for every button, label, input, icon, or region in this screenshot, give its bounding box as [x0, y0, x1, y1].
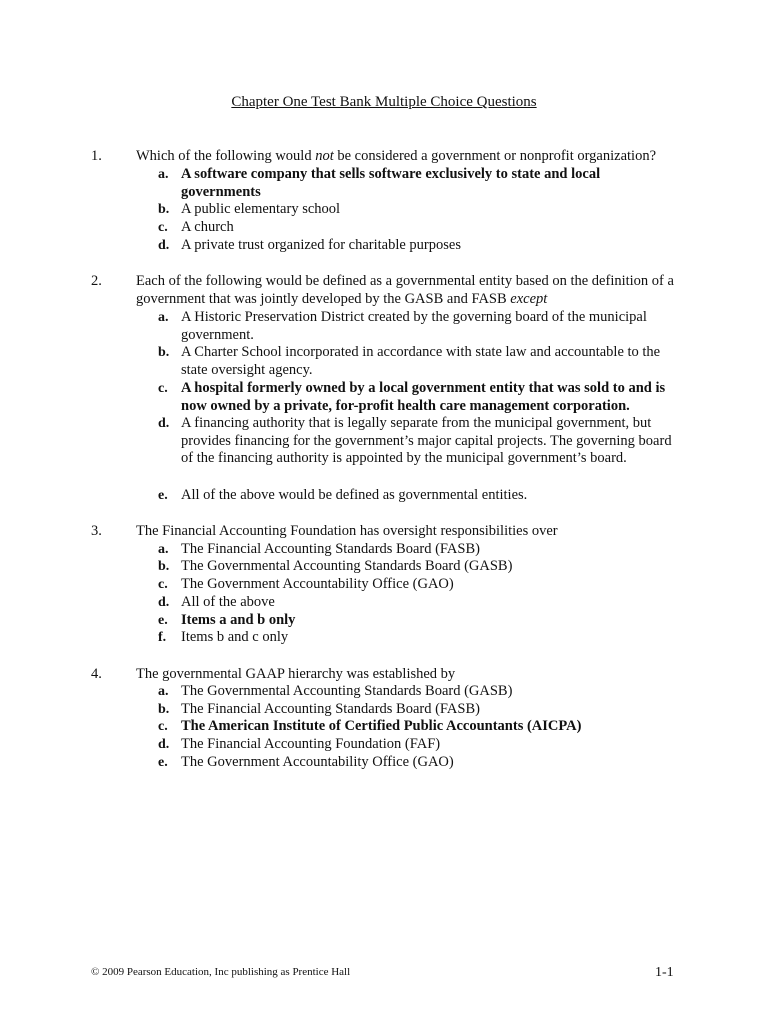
option-text: Items a and b only — [181, 612, 296, 628]
option-text: The Governmental Accounting Standards Board (GASB) — [181, 558, 513, 574]
option-letter: b. — [158, 559, 170, 574]
option-letter: e. — [158, 755, 168, 770]
question-number: 3. — [91, 523, 102, 539]
option-text: Items b and c only — [181, 629, 289, 645]
question-number: 2. — [91, 273, 102, 289]
option-text: A church — [181, 219, 234, 235]
option-letter: c. — [158, 381, 168, 396]
question-text-part: Which of the following would — [136, 148, 316, 164]
question-number: 4. — [91, 666, 102, 682]
option-letter: c. — [158, 220, 168, 235]
option-letter: e. — [158, 613, 168, 628]
option-text: The Government Accountability Office (GAO) — [181, 754, 454, 770]
option-letter: c. — [158, 719, 168, 734]
option-letter: b. — [158, 202, 170, 217]
option-text: The Financial Accounting Standards Board (FASB) — [181, 541, 480, 557]
option-letter: d. — [158, 595, 170, 610]
option-letter: b. — [158, 702, 170, 717]
question-text-part: The governmental GAAP hierarchy was established by — [136, 666, 456, 682]
option-letter: d. — [158, 238, 170, 253]
option-letter: c. — [158, 577, 168, 592]
footer-copyright: © 2009 Pearson Education, Inc publishing as Prentice Hall — [91, 966, 351, 978]
question-text — [136, 666, 676, 684]
option-letter: e. — [158, 488, 168, 503]
question-number: 1. — [91, 148, 102, 164]
option-text: A financing authority that is legally separate from the municipal government, but provides financing for the government’s major capital projects. The governing board of the financing authority is appointed by the municipal government’s board. — [181, 415, 672, 466]
question-text-part: Each of the following would be defined as a governmental entity based on the definition of a government that was jointly developed by the GASB and FASB — [136, 273, 674, 307]
option-text: The American Institute of Certified Public Accountants (AICPA) — [181, 718, 582, 734]
option-letter: f. — [158, 630, 167, 645]
page-number: 1-1 — [655, 965, 674, 980]
question-text-emphasis: not — [315, 148, 334, 164]
option-letter: a. — [158, 167, 169, 182]
option-text: The Financial Accounting Foundation (FAF) — [181, 736, 441, 752]
option-letter: b. — [158, 345, 170, 360]
option-text: A Historic Preservation District created by the governing board of the municipal government. — [181, 309, 647, 343]
question-text — [136, 148, 676, 166]
option-text: A hospital formerly owned by a local government entity that was sold to and is now owned by a private, for-profit health care management corporation. — [181, 380, 666, 414]
option-text: All of the above — [181, 594, 275, 610]
option-text: All of the above would be defined as governmental entities. — [181, 487, 528, 503]
option-text: A software company that sells software exclusively to state and local governments — [181, 166, 601, 200]
option-text: The Government Accountability Office (GAO) — [181, 576, 454, 592]
option-text: The Financial Accounting Standards Board (FASB) — [181, 701, 480, 717]
question-text-emphasis: except — [510, 290, 548, 307]
option-letter: d. — [158, 416, 170, 431]
option-letter: a. — [158, 684, 169, 699]
option-text: A public elementary school — [181, 201, 341, 217]
question-text — [136, 523, 676, 541]
question-text-part: The Financial Accounting Foundation has oversight responsibilities over — [136, 523, 558, 539]
option-text: The Governmental Accounting Standards Board (GASB) — [181, 683, 513, 699]
option-letter: a. — [158, 542, 169, 557]
option-text: A private trust organized for charitable purposes — [181, 237, 461, 253]
page-title: Chapter One Test Bank Multiple Choice Questions — [231, 94, 537, 110]
question-text-part: be considered a government or nonprofit organization? — [333, 148, 656, 164]
option-letter: d. — [158, 737, 170, 752]
option-letter: a. — [158, 310, 169, 325]
option-text: A Charter School incorporated in accordance with state law and accountable to the state oversight agency. — [181, 344, 661, 378]
question-text — [136, 273, 676, 308]
